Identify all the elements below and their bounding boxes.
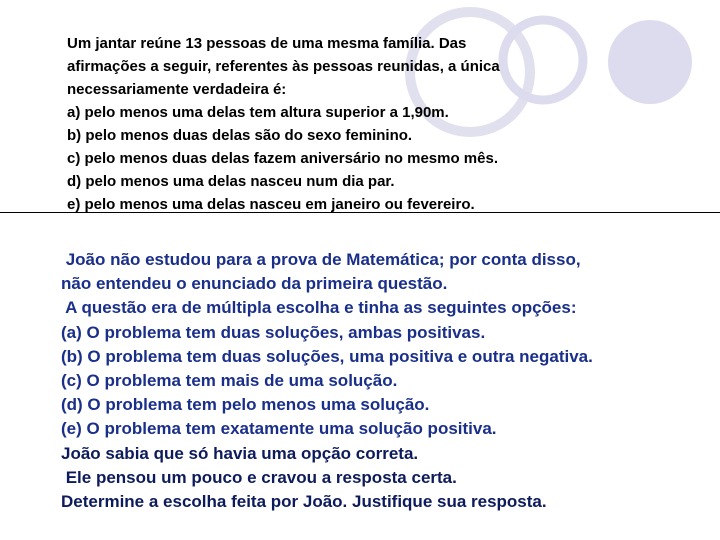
question-one-option-a: a) pelo menos uma delas tem altura superior a 1,90m.: [67, 104, 449, 121]
question-two-option-b: (b) O problema tem duas soluções, uma positiva e outra negativa.: [61, 346, 593, 366]
question-one-line: Um jantar reúne 13 pessoas de uma mesma família. Das: [67, 35, 467, 52]
question-two-line: João não estudou para a prova de Matemática; por conta disso,: [61, 250, 581, 269]
question-two: [61, 248, 711, 514]
question-two-option-a: (a) O problema tem duas soluções, ambas positivas.: [61, 322, 486, 342]
question-one-line: afirmações a seguir, referentes às pessoas reunidas, a única: [67, 58, 500, 75]
question-one-option-d: d) pelo menos uma delas nasceu num dia par.: [67, 173, 395, 190]
question-two-option-c: (c) O problema tem mais de uma solução.: [61, 371, 398, 391]
question-one-option-b: b) pelo menos duas delas são do sexo feminino.: [67, 127, 413, 144]
question-two-option-e: (e) O problema tem exatamente uma solução positiva.: [61, 419, 497, 439]
section-divider: [0, 212, 720, 213]
question-one-line: necessariamente verdadeira é:: [67, 81, 287, 98]
question-two-line: não entendeu o enunciado da primeira questão.: [61, 274, 448, 294]
question-two-line: A questão era de múltipla escolha e tinha as seguintes opções:: [61, 298, 577, 318]
question-one-option-c: c) pelo menos duas delas fazem aniversário no mesmo mês.: [67, 150, 498, 167]
question-two-line: Ele pensou um pouco e cravou a resposta certa.: [61, 467, 457, 487]
question-one-option-e: e) pelo menos uma delas nasceu em janeiro ou fevereiro.: [67, 196, 475, 213]
question-two-line: João sabia que só havia uma opção correta.: [61, 443, 419, 463]
question-two-prompt: Determine a escolha feita por João. Justifique sua resposta.: [61, 492, 547, 512]
question-two-option-d: (d) O problema tem pelo menos uma solução.: [61, 395, 430, 415]
question-one: [67, 32, 667, 216]
